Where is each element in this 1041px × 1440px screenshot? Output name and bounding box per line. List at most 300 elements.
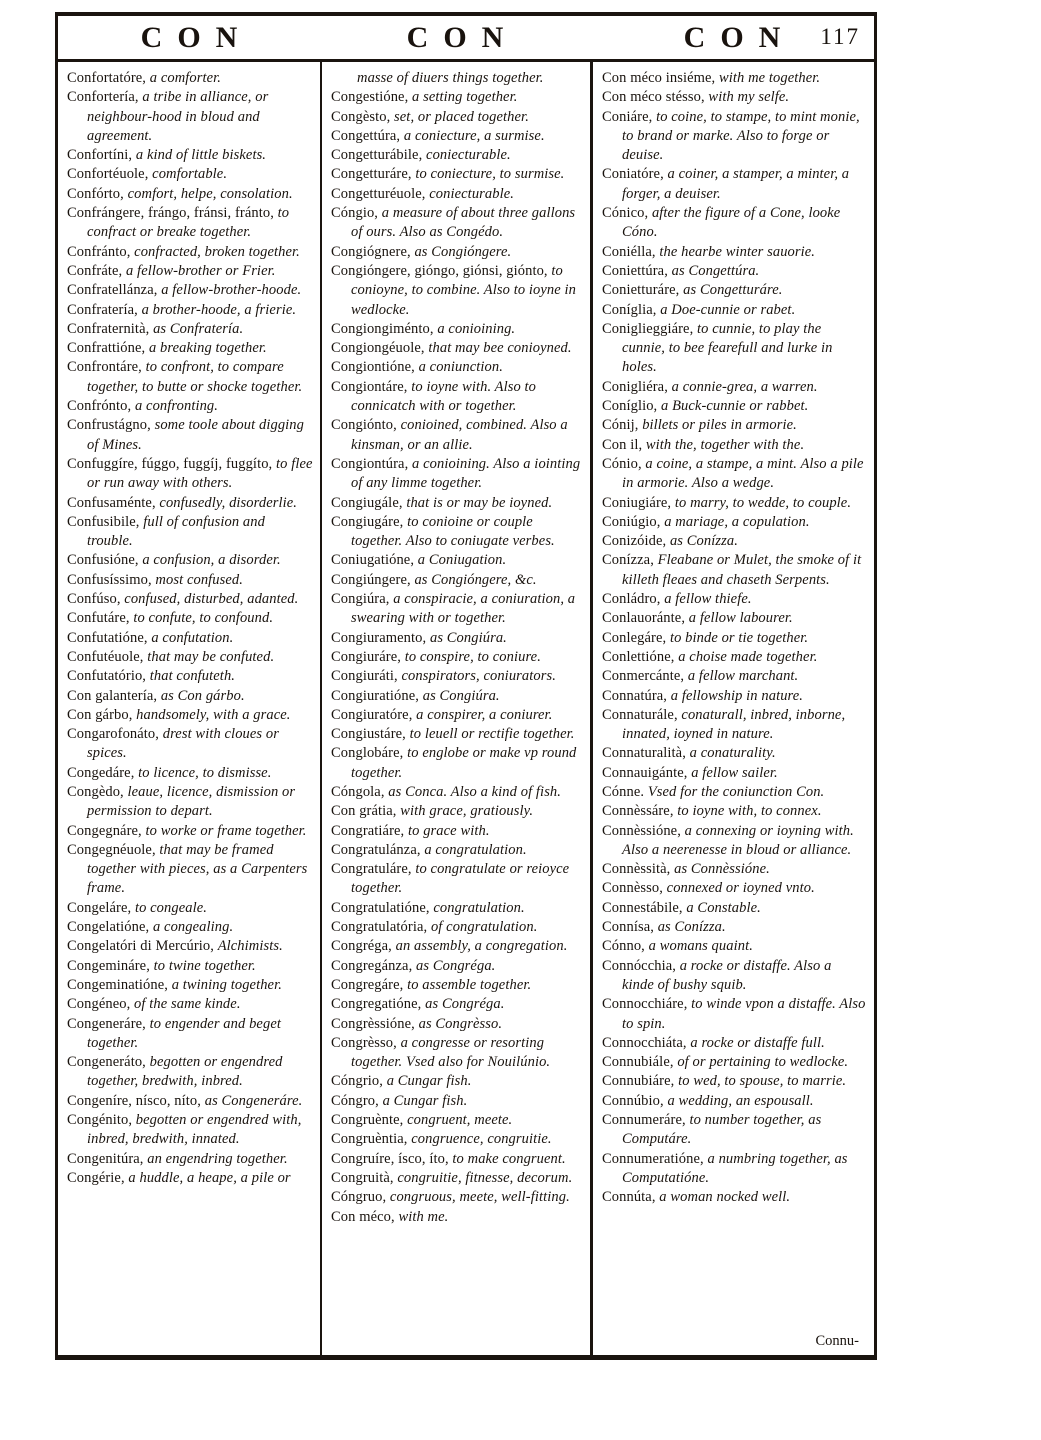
entry-definition: the hearbe winter sauorie. xyxy=(659,243,816,260)
entry-headword: Congénito, xyxy=(67,1112,136,1129)
dictionary-entry xyxy=(602,513,867,532)
dictionary-entry xyxy=(331,841,583,860)
entry-headword: Coníglia, xyxy=(602,301,661,318)
dictionary-entry xyxy=(602,455,867,494)
entry-definition: that is or may be ioyned. xyxy=(406,494,553,511)
dictionary-entry xyxy=(602,918,867,937)
entry-definition: to conioyne, to combine. Also to ioyne in wedlocke. xyxy=(351,262,577,318)
entry-definition: to leuell or rectifie together. xyxy=(409,726,575,743)
entry-headword: Confrángere, frángo, fránsi, fránto, xyxy=(67,205,278,222)
dictionary-entry xyxy=(602,108,867,166)
entry-headword: Conietturáre, xyxy=(602,282,684,299)
dictionary-entry xyxy=(67,899,313,918)
dictionary-entry xyxy=(602,802,867,821)
dictionary-entry xyxy=(602,532,867,551)
entry-definition: to wed, to spouse, to marrie. xyxy=(678,1073,847,1090)
entry-headword: Connatúra, xyxy=(602,687,671,704)
entry-headword: Confraternità, xyxy=(67,320,154,337)
dictionary-entry xyxy=(331,629,583,648)
dictionary-entry xyxy=(602,860,867,879)
dictionary-entry xyxy=(331,1188,583,1207)
dictionary-entry xyxy=(331,802,583,821)
entry-headword: Cónne. xyxy=(602,783,648,800)
entry-headword: Cóngro, xyxy=(331,1092,383,1109)
entry-definition: connexed or ioyned vnto. xyxy=(666,880,815,897)
dictionary-entry xyxy=(602,262,867,281)
entry-definition: as Congréga. xyxy=(425,996,505,1013)
entry-headword: Con méco stésso, xyxy=(602,89,709,106)
entry-definition: that may be framed together with pieces, as a Carpenters frame. xyxy=(87,841,308,897)
entry-definition: a kind of little biskets. xyxy=(135,147,267,164)
dictionary-entry xyxy=(67,301,313,320)
dictionary-entry xyxy=(602,609,867,628)
entry-headword: Congiustáre, xyxy=(331,726,410,743)
dictionary-entry xyxy=(67,648,313,667)
entry-headword: Congregatióne, xyxy=(331,996,426,1013)
entry-headword: Confrónto, xyxy=(67,398,135,415)
entry-definition: as Congióngere, &c. xyxy=(414,571,537,588)
entry-headword: Congiuratióne, xyxy=(331,687,423,704)
entry-definition: to coniecture, to surmise. xyxy=(415,166,565,183)
header-section-label: CON xyxy=(683,20,796,54)
entry-definition: to confute, to confound. xyxy=(133,610,274,627)
dictionary-entry xyxy=(602,243,867,262)
dictionary-entry xyxy=(67,358,313,397)
entry-definition: a numbring together, as Computatióne. xyxy=(622,1150,848,1186)
entry-headword: Congratulatória, xyxy=(331,919,431,936)
dictionary-entry xyxy=(67,1150,313,1169)
dictionary-entry xyxy=(331,88,583,107)
entry-definition: to ioyne with. Also to connicatch with or together. xyxy=(351,378,537,415)
dictionary-entry xyxy=(67,339,313,358)
entry-headword: Con grátia, xyxy=(331,803,401,820)
entry-headword: Coniélla, xyxy=(602,243,660,260)
dictionary-entry xyxy=(602,590,867,609)
header-section-label: CON xyxy=(406,20,519,54)
entry-headword: Confutatióne, xyxy=(67,629,152,646)
entry-headword: Congiúra, xyxy=(331,591,394,608)
dictionary-entry xyxy=(67,1092,313,1111)
entry-headword: Connócchia, xyxy=(602,957,680,974)
entry-definition: some toole about digging of Mines. xyxy=(87,417,304,453)
dictionary-entry xyxy=(331,243,583,262)
entry-headword: Confortéuole, xyxy=(67,166,153,183)
entry-headword: Connubiáre, xyxy=(602,1073,679,1090)
entry-definition: to marry, to wedde, to couple. xyxy=(674,494,852,511)
entry-headword: Conglobáre, xyxy=(331,745,408,762)
entry-definition: a fellow-brother-hoode. xyxy=(161,282,302,299)
entry-definition: as Congióngere. xyxy=(414,243,512,260)
dictionary-entry xyxy=(331,358,583,377)
entry-headword: Connocchiáre, xyxy=(602,996,692,1013)
entry-definition: to engender and beget together. xyxy=(87,1015,281,1051)
entry-headword: Congèsto, xyxy=(331,108,395,125)
entry-headword: Connaturále, xyxy=(602,706,682,723)
entry-headword: Congrèsso, xyxy=(331,1034,401,1051)
dictionary-entry xyxy=(67,513,313,552)
entry-definition: as Congeneráre. xyxy=(204,1092,303,1109)
entry-definition: a rocke or distaffe full. xyxy=(690,1034,825,1051)
entry-headword: Connaturalità, xyxy=(602,745,690,762)
entry-headword: Congettúra, xyxy=(331,127,404,144)
dictionary-entry xyxy=(331,69,583,88)
entry-definition: as Congiúra. xyxy=(429,629,507,646)
entry-definition: a confutation. xyxy=(151,629,234,646)
entry-definition: as Congréga. xyxy=(416,957,496,974)
entry-headword: Congréga, xyxy=(331,938,396,955)
entry-headword: Confrustágno, xyxy=(67,417,155,434)
dictionary-entry xyxy=(602,648,867,667)
entry-headword: Confutáre, xyxy=(67,610,134,627)
entry-headword: Congratulánza, xyxy=(331,841,425,858)
dictionary-entry xyxy=(67,783,313,822)
entry-headword: Congeneráto, xyxy=(67,1054,150,1071)
dictionary-entry xyxy=(331,706,583,725)
entry-headword: Cóngio, xyxy=(331,205,382,222)
entry-definition: as Conca. Also a kind of fish. xyxy=(388,783,562,800)
entry-headword: Cóngola, xyxy=(331,783,389,800)
entry-definition: a fellow-brother or Frier. xyxy=(125,262,276,279)
dictionary-entry xyxy=(67,976,313,995)
entry-headword: Congiugáre, xyxy=(331,513,408,530)
dictionary-entry xyxy=(602,783,867,802)
entry-headword: Conlettióne, xyxy=(602,648,679,665)
entry-definition: a fellow sailer. xyxy=(691,764,778,781)
entry-headword: Coniatóre, xyxy=(602,166,668,183)
entry-definition: to ioyne with, to connex. xyxy=(677,803,822,820)
column-3 xyxy=(590,62,874,1355)
entry-headword: Connocchiáta, xyxy=(602,1034,691,1051)
entry-headword: Confúso, xyxy=(67,591,125,608)
entry-definition: a huddle, a heape, a pile or xyxy=(128,1169,291,1186)
dictionary-entry xyxy=(331,1111,583,1130)
entry-definition: as Connèssióne. xyxy=(674,861,770,878)
entry-headword: Connúta, xyxy=(602,1189,660,1206)
entry-headword: Congiógnere, xyxy=(331,243,415,260)
entry-definition: a coniecture, a surmise. xyxy=(403,127,545,144)
dictionary-entry xyxy=(331,918,583,937)
entry-definition: a Cungar fish. xyxy=(386,1073,472,1090)
dictionary-entry xyxy=(602,281,867,300)
entry-headword: Confuggíre, fúggo, fuggíj, fuggíto, xyxy=(67,455,276,472)
entry-definition: a rocke or distaffe. Also a kinde of bushy squib. xyxy=(622,957,832,993)
entry-headword: Congratiáre, xyxy=(331,822,408,839)
dictionary-entry xyxy=(331,127,583,146)
entry-definition: a womans quaint. xyxy=(648,938,753,955)
dictionary-entry xyxy=(602,1188,867,1207)
dictionary-entry xyxy=(331,204,583,243)
dictionary-entry xyxy=(331,937,583,956)
entry-definition: to number together, as Computáre. xyxy=(622,1112,822,1148)
entry-headword: Connumeráre, xyxy=(602,1112,690,1129)
dictionary-entry xyxy=(331,1130,583,1149)
entry-headword: Conlauoránte, xyxy=(602,610,689,627)
entry-definition: with me. xyxy=(398,1208,449,1225)
dictionary-entry xyxy=(331,648,583,667)
entry-headword: Congiónto, xyxy=(331,417,401,434)
entry-headword: Confortíni, xyxy=(67,147,136,164)
dictionary-entry xyxy=(331,378,583,417)
entry-definition: congruent, meete. xyxy=(407,1112,513,1129)
entry-definition: to congratulate or reioyce together. xyxy=(351,861,570,897)
dictionary-entry xyxy=(602,937,867,956)
dictionary-entry xyxy=(331,416,583,455)
dictionary-entry xyxy=(331,455,583,494)
dictionary-entry xyxy=(67,629,313,648)
entry-headword: Conládro, xyxy=(602,591,665,608)
dictionary-entry xyxy=(67,571,313,590)
column-1 xyxy=(58,62,320,1355)
entry-definition: a connexing or ioyning with. Also a neerenesse in bloud or alliance. xyxy=(622,822,854,858)
column-2 xyxy=(320,62,590,1355)
dictionary-entry xyxy=(602,397,867,416)
entry-definition: a connie-grea, a warren. xyxy=(671,378,818,395)
entry-definition: a conspiracie, a coniuration, a swearing with or together. xyxy=(351,591,576,627)
entry-definition: of the same kinde. xyxy=(134,996,241,1013)
dictionary-entry xyxy=(331,551,583,570)
dictionary-entry xyxy=(602,165,867,204)
entry-headword: Congedáre, xyxy=(67,764,139,781)
entry-headword: Confratería, xyxy=(67,301,142,318)
dictionary-entry xyxy=(602,436,867,455)
entry-headword: Congruità, xyxy=(331,1169,398,1186)
entry-definition: a conaturality. xyxy=(689,745,776,762)
entry-headword: Cónico, xyxy=(602,205,652,222)
entry-definition: comfort, helpe, consolation. xyxy=(127,185,293,202)
entry-headword: Congruènte, xyxy=(331,1112,408,1129)
entry-headword: Congiontióne, xyxy=(331,359,419,376)
entry-headword: Congiontúra, xyxy=(331,455,413,472)
entry-headword: Congemináre, xyxy=(67,957,154,974)
dictionary-entry xyxy=(67,1015,313,1054)
entry-definition: to grace with. xyxy=(408,822,490,839)
dictionary-entry xyxy=(67,69,313,88)
header-section-label: CON xyxy=(140,20,253,54)
entry-headword: Congruíre, ísco, íto, xyxy=(331,1150,453,1167)
entry-definition: comfortable. xyxy=(152,166,228,183)
entry-definition: that may bee conioyned. xyxy=(428,340,572,357)
entry-definition: a congratulation. xyxy=(424,841,527,858)
entry-definition: conaturall, inbred, inborne, innated, ioyned in nature. xyxy=(622,706,846,743)
entry-definition: confracted, broken together. xyxy=(134,243,300,260)
entry-definition: a breaking together. xyxy=(148,340,267,357)
entry-headword: Confránto, xyxy=(67,243,135,260)
entry-definition: masse of diuers things together. xyxy=(357,70,544,86)
dictionary-entry xyxy=(67,590,313,609)
entry-definition: a twining together. xyxy=(171,976,282,993)
entry-headword: Congiuramento, xyxy=(331,629,430,646)
entry-definition: to confront, to compare together, to butte or shocke together. xyxy=(87,359,303,395)
entry-headword: Confutatório, xyxy=(67,668,150,685)
dictionary-entry xyxy=(331,860,583,899)
entry-headword: Congregánza, xyxy=(331,957,417,974)
entry-definition: an assembly, a congregation. xyxy=(395,938,568,955)
entry-definition: full of confusion and trouble. xyxy=(87,513,265,550)
dictionary-entry xyxy=(67,416,313,455)
dictionary-entry xyxy=(67,822,313,841)
entry-definition: a tribe in alliance, or neighbour-hood in bloud and agreement. xyxy=(87,89,269,144)
dictionary-entry xyxy=(331,667,583,686)
entry-headword: Congiúngere, xyxy=(331,571,415,588)
dictionary-entry xyxy=(67,1111,313,1150)
dictionary-entry xyxy=(331,1169,583,1188)
dictionary-entry xyxy=(67,455,313,494)
dictionary-entry xyxy=(331,494,583,513)
dictionary-entry xyxy=(331,1092,583,1111)
dictionary-entry xyxy=(602,416,867,435)
dictionary-entry xyxy=(67,609,313,628)
dictionary-entry xyxy=(331,1150,583,1169)
dictionary-entry xyxy=(67,957,313,976)
dictionary-entry xyxy=(602,378,867,397)
dictionary-entry xyxy=(331,725,583,744)
dictionary-entry xyxy=(331,957,583,976)
dictionary-entry xyxy=(331,108,583,127)
entry-definition: a fellow labourer. xyxy=(688,610,793,627)
entry-definition: most confused. xyxy=(155,571,244,588)
entry-definition: a fellow thiefe. xyxy=(664,591,752,608)
entry-definition: as Conízza. xyxy=(669,533,738,550)
dictionary-entry xyxy=(331,513,583,552)
entry-headword: Confrontáre, xyxy=(67,359,146,376)
entry-headword: Confusióne, xyxy=(67,552,143,569)
dictionary-entry xyxy=(67,165,313,184)
entry-headword: Confusaménte, xyxy=(67,494,160,511)
dictionary-entry xyxy=(602,744,867,763)
dictionary-entry xyxy=(602,957,867,996)
dictionary-entry xyxy=(602,69,867,88)
entry-headword: Congetturábile, xyxy=(331,147,427,164)
dictionary-entry xyxy=(602,1150,867,1189)
dictionary-entry xyxy=(331,146,583,165)
entry-definition: leaue, licence, dismission or permission to depart. xyxy=(87,783,296,820)
dictionary-entry xyxy=(602,879,867,898)
entry-headword: Congeláre, xyxy=(67,899,135,916)
catchword: Connu- xyxy=(815,1332,859,1349)
dictionary-entry xyxy=(602,1053,867,1072)
entry-definition: a fellow marchant. xyxy=(687,668,799,685)
entry-headword: Congelatióne, xyxy=(67,919,153,936)
entry-headword: Congiuratóre, xyxy=(331,706,417,723)
dictionary-entry xyxy=(602,822,867,861)
dictionary-entry xyxy=(67,494,313,513)
dictionary-entry xyxy=(602,899,867,918)
entry-headword: Conlegáre, xyxy=(602,629,670,646)
entry-definition: coniecturable. xyxy=(426,147,511,164)
entry-definition: begotten or engendred with, inbred, bredwith, innated. xyxy=(87,1112,302,1148)
entry-definition: to winde vpon a distaffe. Also to spin. xyxy=(622,996,866,1032)
entry-definition: a Buck-cunnie or rabbet. xyxy=(661,398,809,415)
entry-headword: Con méco, xyxy=(331,1208,399,1225)
entry-headword: Congregáre, xyxy=(331,976,408,993)
entry-headword: Cónio, xyxy=(602,455,646,472)
entry-headword: Conigliéra, xyxy=(602,378,672,395)
entry-definition: to conioine or couple together. Also to coniugate verbes. xyxy=(351,513,555,550)
dictionary-entry xyxy=(67,1053,313,1092)
dictionary-entry xyxy=(602,88,867,107)
entry-headword: Connubiále, xyxy=(602,1054,678,1071)
dictionary-entry xyxy=(67,243,313,262)
entry-definition: a woman nocked well. xyxy=(659,1189,791,1206)
entry-headword: Congeníre, nísco, níto, xyxy=(67,1092,205,1109)
page-number: 117 xyxy=(820,24,860,49)
entry-definition: a wedding, an espousall. xyxy=(667,1092,814,1109)
entry-definition: to conspire, to coniure. xyxy=(404,648,541,665)
dictionary-entry xyxy=(331,1034,583,1073)
entry-headword: Cónij, xyxy=(602,417,643,434)
entry-headword: Con galantería, xyxy=(67,687,161,704)
entry-headword: Congestióne, xyxy=(331,89,413,106)
entry-headword: Congiuráti, xyxy=(331,668,402,685)
entry-definition: to englobe or make vp round together. xyxy=(351,745,577,781)
entry-definition: of or pertaining to wedlocke. xyxy=(677,1054,849,1071)
entry-headword: Congrèssióne, xyxy=(331,1015,419,1032)
dictionary-entry xyxy=(67,1169,313,1188)
dictionary-entry xyxy=(331,1015,583,1034)
entry-definition: that confuteth. xyxy=(149,668,236,685)
entry-definition: a congresse or resorting together. Vsed also for Nouilúnio. xyxy=(351,1034,551,1071)
dictionary-entry xyxy=(67,551,313,570)
dictionary-entry xyxy=(602,706,867,745)
entry-definition: a measure of about three gallons of ours. Also as Congédo. xyxy=(351,205,576,241)
dictionary-entry xyxy=(67,204,313,243)
entry-definition: a fellowship in nature. xyxy=(670,687,804,704)
entry-definition: to twine together. xyxy=(153,957,256,974)
entry-headword: Cóngrio, xyxy=(331,1073,387,1090)
entry-headword: Conízza, xyxy=(602,552,658,569)
entry-definition: congratulation. xyxy=(433,899,525,916)
entry-definition: a setting together. xyxy=(412,89,518,106)
dictionary-entry xyxy=(67,262,313,281)
entry-headword: Coniúgio, xyxy=(602,513,665,530)
entry-headword: Confórto, xyxy=(67,185,128,202)
dictionary-entry xyxy=(331,262,583,320)
dictionary-entry xyxy=(331,1072,583,1091)
entry-definition: a Coniugation. xyxy=(417,552,507,569)
dictionary-entry xyxy=(331,822,583,841)
entry-headword: Congenitúra, xyxy=(67,1150,148,1167)
dictionary-entry xyxy=(331,783,583,802)
entry-headword: Conizóide, xyxy=(602,533,670,550)
dictionary-entry xyxy=(67,687,313,706)
dictionary-entry xyxy=(67,320,313,339)
entry-definition: to licence, to dismisse. xyxy=(138,764,272,781)
dictionary-entry xyxy=(67,937,313,956)
dictionary-entry xyxy=(602,1111,867,1150)
entry-definition: as Congiúra. xyxy=(422,687,500,704)
entry-headword: Connumeratióne, xyxy=(602,1150,708,1167)
entry-definition: as Congetturáre. xyxy=(683,282,783,299)
entry-headword: Coniettúra, xyxy=(602,262,672,279)
entry-definition: drest with cloues or spices. xyxy=(87,726,279,762)
entry-definition: to coine, to stampe, to mint monie, to brand or marke. Also to forge or deuise. xyxy=(622,108,860,164)
entry-definition: as Conízza. xyxy=(657,919,726,936)
dictionary-entry xyxy=(602,1072,867,1091)
dictionary-entry xyxy=(331,571,583,590)
dictionary-entry xyxy=(331,1208,583,1227)
entry-headword: Con méco insiéme, xyxy=(602,70,719,86)
entry-definition: with me together. xyxy=(718,70,821,86)
entry-definition: a conspirer, a coniurer. xyxy=(416,706,553,723)
entry-definition: to congeale. xyxy=(134,899,208,916)
dictionary-entry xyxy=(602,764,867,783)
dictionary-entry xyxy=(331,744,583,783)
entry-definition: to binde or tie together. xyxy=(669,629,809,646)
entry-headword: Con il, xyxy=(602,436,646,453)
entry-definition: a brother-hoode, a frierie. xyxy=(141,301,297,318)
dictionary-entry xyxy=(331,320,583,339)
entry-headword: Coniugiáre, xyxy=(602,494,675,511)
